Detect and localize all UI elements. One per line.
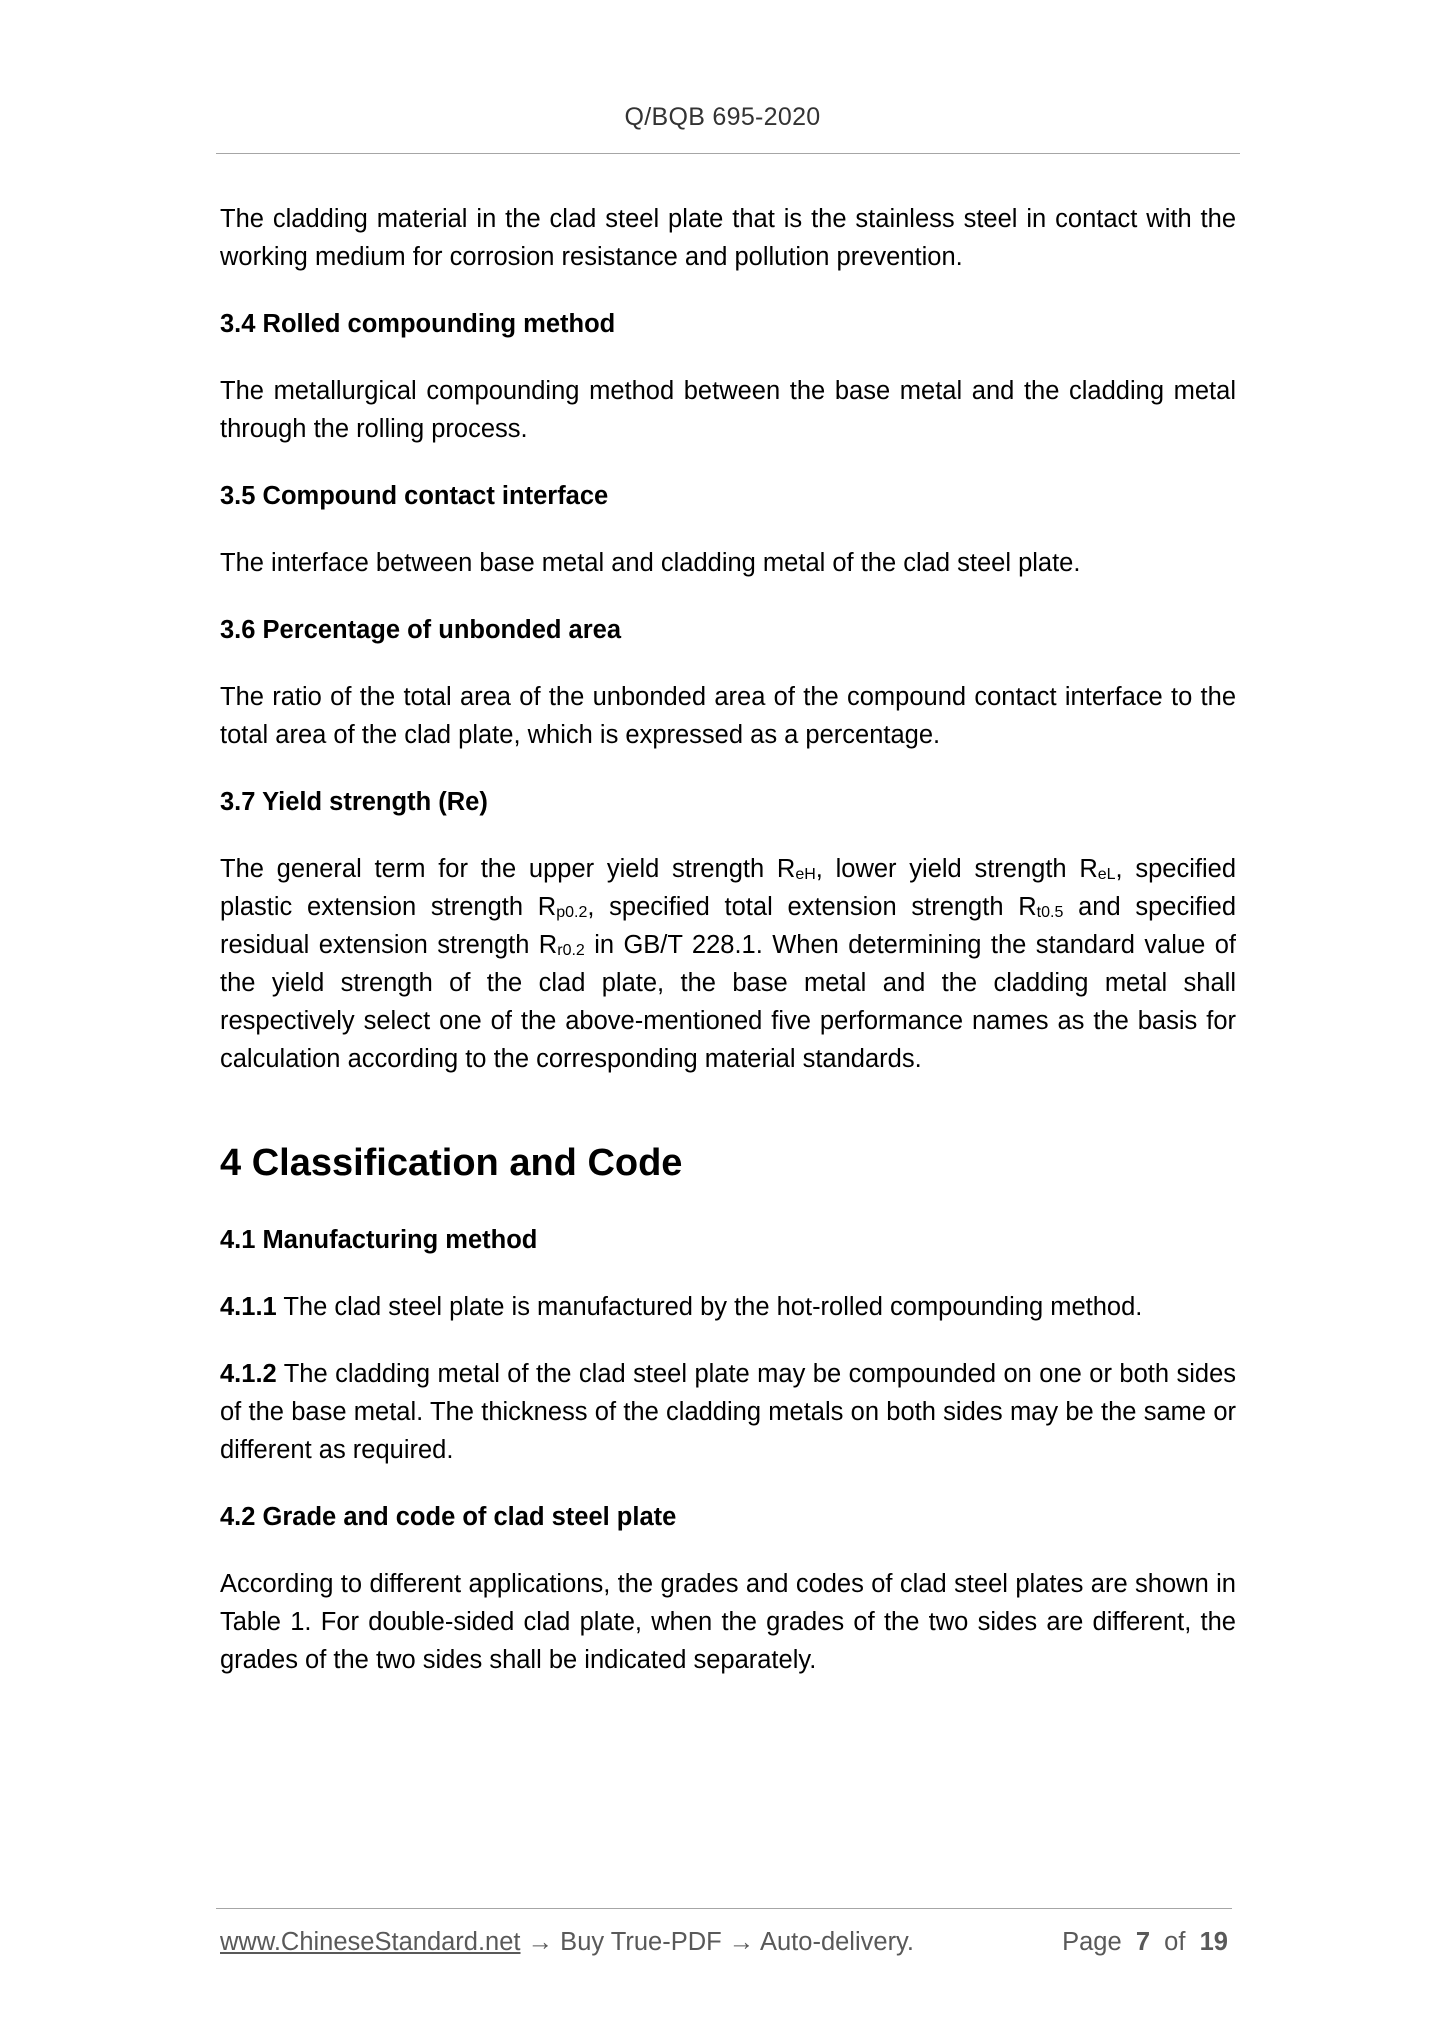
footer-divider <box>216 1908 1232 1909</box>
clause-text: The cladding metal of the clad steel plate may be compounded on one or both sides of the base metal. The thickness of the cladding metals on both sides may be the same or different as required. <box>220 1360 1236 1464</box>
heading-3-4: 3.4 Rolled compounding method <box>220 310 616 338</box>
page-number <box>1062 1928 1228 1957</box>
footer-left <box>220 1928 914 1957</box>
paragraph-4-1-1 <box>220 1288 1236 1326</box>
subscript-t05: t0.5 <box>1036 904 1064 921</box>
page-total: 19 <box>1199 1928 1228 1956</box>
clause-number: 4.1.1 <box>220 1293 277 1321</box>
clause-text: The clad steel plate is manufactured by the hot-rolled compounding method. <box>276 1293 1143 1321</box>
footer-tagline: → Buy True-PDF → Auto-delivery. <box>520 1928 914 1956</box>
page-of-label: of <box>1164 1928 1186 1956</box>
page-current: 7 <box>1135 1928 1150 1956</box>
text-run: in GB/T 228.1. When determining the standard value of the yield strength of the clad plate, the base metal and the cladding metal shall respectively select one of the above-mentioned five performance names as the basis for calculation according to the corresponding material standards. <box>220 931 1236 1073</box>
text-run: , lower yield strength R <box>815 855 1098 883</box>
header-divider <box>216 153 1240 154</box>
cladding-definition-paragraph: The cladding material in the clad steel plate that is the stainless steel in contact with the working medium for corrosion resistance and pollution prevention. <box>220 205 1236 271</box>
heading-3-5: 3.5 Compound contact interface <box>220 482 609 510</box>
paragraph-4-2: According to different applications, the grades and codes of clad steel plates are shown in Table 1. For double-sided clad plate, when the grades of the two sides are different, the grades of the two sides shall be indicated separately. <box>220 1570 1236 1674</box>
subscript-p02: p0.2 <box>556 904 588 921</box>
page-label: Page <box>1062 1928 1122 1956</box>
text-run: The general term for the upper yield strength R <box>220 855 796 883</box>
website-link[interactable]: www.ChineseStandard.net <box>220 1928 521 1956</box>
paragraph-4-1-2 <box>220 1355 1236 1469</box>
subscript-r02: r0.2 <box>557 942 585 959</box>
section-heading-4: 4 Classification and Code <box>220 1142 683 1184</box>
subscript-el: eL <box>1097 866 1116 883</box>
heading-3-6: 3.6 Percentage of unbonded area <box>220 616 622 644</box>
paragraph-3-7 <box>220 850 1236 1078</box>
document-code-header: Q/BQB 695-2020 <box>624 103 821 131</box>
paragraph-3-4: The metallurgical compounding method between the base metal and the cladding metal through the rolling process. <box>220 377 1236 443</box>
heading-4-2: 4.2 Grade and code of clad steel plate <box>220 1503 677 1531</box>
heading-3-7: 3.7 Yield strength (Re) <box>220 788 488 816</box>
page-footer <box>220 1928 1228 1957</box>
text-run: , specified plastic extension strength R <box>220 855 1237 921</box>
paragraph-3-5: The interface between base metal and cladding metal of the clad steel plate. <box>220 549 1081 577</box>
text-run: and specified residual extension strength R <box>220 893 1236 959</box>
clause-number: 4.1.2 <box>220 1360 277 1388</box>
page-content <box>220 200 1236 1708</box>
heading-4-1: 4.1 Manufacturing method <box>220 1226 538 1254</box>
text-run: , specified total extension strength R <box>587 893 1037 921</box>
paragraph-3-6: The ratio of the total area of the unbonded area of the compound contact interface to the total area of the clad plate, which is expressed as a percentage. <box>220 683 1236 749</box>
subscript-eh: eH <box>795 866 816 883</box>
